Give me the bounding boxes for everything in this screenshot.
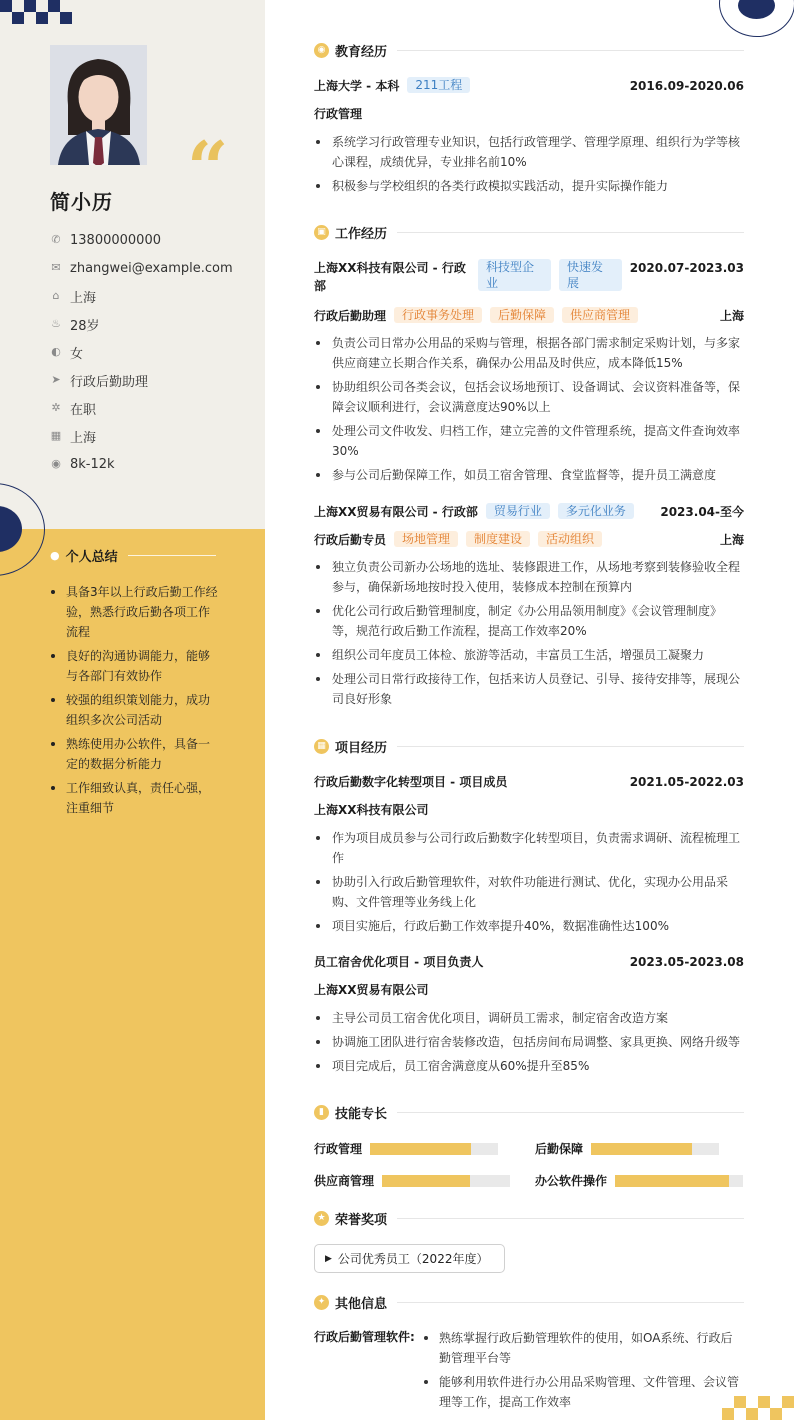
contact-info-list <box>50 226 233 478</box>
info-text: 13800000000 <box>70 232 161 248</box>
info-email <box>50 254 233 282</box>
education-list <box>314 132 744 200</box>
play-icon: ▶ <box>325 1253 332 1264</box>
skill-name: 供应商管理 <box>314 1174 375 1188</box>
list-item: 熟练使用办公软件，具备一定的数据分析能力 <box>50 734 218 774</box>
list-item: 协助引入行政后勤管理软件，对软件功能进行测试、优化，实现办公用品采购、文件管理等业务线上化 <box>314 872 744 912</box>
list-item: 负责公司日常办公用品的采购与管理，根据各部门需求制定采购计划，与多家供应商建立长期合作关系，确保办公用品及时供应，成本降低15% <box>314 333 744 373</box>
checker-pattern <box>722 1396 794 1420</box>
money-icon: ◉ <box>51 457 61 470</box>
cake-icon: ♨ <box>51 317 61 330</box>
skill-item <box>314 1140 498 1157</box>
project-date: 2021.05-2022.03 <box>629 775 744 789</box>
list-item: 优化公司行政后勤管理制度，制定《办公用品领用制度》《会议管理制度》等，规范行政后勤工作流程，提高工作效率20% <box>314 601 744 641</box>
list-item: 能够利用软件进行办公用品采购管理、文件管理、会议管理等工作，提高工作效率 <box>422 1372 744 1412</box>
mail-icon: ✉ <box>51 261 61 274</box>
skill-fill <box>615 1175 729 1187</box>
info-text: 上海 <box>70 430 97 446</box>
info-target-role <box>50 366 233 394</box>
summary-heading <box>50 546 216 565</box>
role-tag: 制度建设 <box>466 531 530 547</box>
list-item: 处理公司文件收发、归档工作，建立完善的文件管理系统，提高文件查询效率30% <box>314 421 744 461</box>
skill-bar <box>382 1175 510 1187</box>
project-name: 员工宿舍优化项目 - 项目负责人 <box>314 955 484 969</box>
divider <box>397 1112 744 1113</box>
project-list <box>314 828 744 940</box>
school-tag: 211工程 <box>407 77 470 93</box>
project-org-row <box>314 801 744 819</box>
major: 行政管理 <box>314 107 363 121</box>
role-row <box>314 307 744 325</box>
awards-heading <box>314 1209 744 1228</box>
info-salary <box>50 450 233 478</box>
gender-icon: ◐ <box>51 345 61 358</box>
skill-bar <box>615 1175 743 1187</box>
role-tag: 场地管理 <box>394 531 458 547</box>
job-duties-list <box>314 557 744 713</box>
job-date: 2023.04-至今 <box>660 505 744 519</box>
info-gender <box>50 338 233 366</box>
other-heading <box>314 1293 744 1312</box>
work-heading <box>314 223 744 242</box>
education-heading <box>314 41 744 60</box>
job-date: 2020.07-2023.03 <box>629 261 744 275</box>
home-icon: ⌂ <box>52 289 60 302</box>
list-item: 熟练掌握行政后勤管理软件的使用，如OA系统、行政后勤管理平台等 <box>422 1328 744 1368</box>
divider <box>128 555 216 556</box>
skill-bar <box>591 1143 719 1155</box>
job-role: 行政后勤专员 <box>314 533 387 547</box>
info-text: 8k-12k <box>70 456 115 472</box>
projects-heading <box>314 737 744 756</box>
quote-mark-icon: “ <box>187 125 229 210</box>
education-row <box>314 77 744 95</box>
project-icon: ▦ <box>314 739 329 754</box>
company-tag: 贸易行业 <box>486 503 550 519</box>
section-title: 其他信息 <box>335 1297 388 1312</box>
major-row <box>314 105 744 123</box>
job-city: 上海 <box>719 533 744 547</box>
skill-bar <box>370 1143 498 1155</box>
job-duties-list <box>314 333 744 489</box>
section-title: 项目经历 <box>335 741 388 756</box>
skill-fill <box>382 1175 470 1187</box>
list-item: 项目完成后，员工宿舍满意度从60%提升至85% <box>314 1056 744 1076</box>
school-name: 上海大学 - 本科 <box>314 79 400 93</box>
project-list <box>314 1008 744 1080</box>
skill-name: 行政管理 <box>314 1142 363 1156</box>
skill-name: 办公软件操作 <box>535 1174 608 1188</box>
chart-icon: ▮ <box>314 1105 329 1120</box>
info-icon: ✦ <box>314 1295 329 1310</box>
list-item: 具备3年以上行政后勤工作经验，熟悉行政后勤各项工作流程 <box>50 582 218 642</box>
info-text: 上海 <box>70 290 97 306</box>
building-icon: ▦ <box>50 429 62 442</box>
job-role: 行政后勤助理 <box>314 309 387 323</box>
project-name: 行政后勤数字化转型项目 - 项目成员 <box>314 775 508 789</box>
company-tag: 多元化业务 <box>558 503 634 519</box>
skills-heading <box>314 1103 744 1122</box>
skill-fill <box>370 1143 471 1155</box>
other-list <box>422 1328 744 1416</box>
role-row <box>314 531 744 549</box>
info-text: 行政后勤助理 <box>70 374 149 390</box>
company-name: 上海XX贸易有限公司 - 行政部 <box>314 505 478 519</box>
list-item: 作为项目成员参与公司行政后勤数字化转型项目，负责需求调研、流程梳理工作 <box>314 828 744 868</box>
checker-pattern <box>0 0 76 24</box>
info-text: 女 <box>70 346 84 362</box>
summary-title: 个人总结 <box>65 550 118 565</box>
job-row <box>314 259 744 295</box>
list-item: 组织公司年度员工体检、旅游等活动，丰富员工生活，增强员工凝聚力 <box>314 645 744 665</box>
company-tag: 快速发展 <box>559 259 622 291</box>
list-item: 协助组织公司各类会议，包括会议场地预订、设备调试、会议资料准备等，保障会议顺利进行，会议满意度达90%以上 <box>314 377 744 417</box>
company-tag: 科技型企业 <box>478 259 551 291</box>
list-item: 工作细致认真，责任心强，注重细节 <box>50 778 218 818</box>
info-status <box>50 394 233 422</box>
project-org: 上海XX科技有限公司 <box>314 803 429 817</box>
list-item: 协调施工团队进行宿舍装修改造，包括房间布局调整、家具更换、网络升级等 <box>314 1032 744 1052</box>
role-tag: 活动组织 <box>538 531 602 547</box>
divider <box>397 1302 744 1303</box>
list-item: 参与公司后勤保障工作，如员工宿舍管理、食堂监督等，提升员工满意度 <box>314 465 744 485</box>
list-item: 处理公司日常行政接待工作，包括来访人员登记、引导、接待安排等，展现公司良好形象 <box>314 669 744 709</box>
divider <box>397 50 744 51</box>
skill-item <box>535 1140 719 1157</box>
skill-item <box>314 1172 510 1189</box>
send-icon: ➤ <box>51 373 61 386</box>
project-row <box>314 953 744 971</box>
briefcase-icon: ▣ <box>314 225 329 240</box>
person-icon: ● <box>50 549 60 562</box>
status-icon: ✲ <box>51 401 61 414</box>
sidebar <box>0 0 265 1420</box>
medal-icon: ★ <box>314 1211 329 1226</box>
candidate-name: 简小历 <box>50 190 113 214</box>
divider <box>397 1218 744 1219</box>
summary-list <box>50 582 218 822</box>
role-tag: 行政事务处理 <box>394 307 482 323</box>
list-item: 项目实施后，行政后勤工作效率提升40%，数据准确性达100% <box>314 916 744 936</box>
skill-item <box>535 1172 743 1189</box>
skill-fill <box>591 1143 692 1155</box>
job-row <box>314 503 744 521</box>
info-text: 在职 <box>70 402 97 418</box>
education-date: 2016.09-2020.06 <box>629 79 744 93</box>
list-item: 良好的沟通协调能力，能够与各部门有效协作 <box>50 646 218 686</box>
divider <box>397 232 744 233</box>
section-title: 工作经历 <box>335 227 388 242</box>
info-location <box>50 282 233 310</box>
company-name: 上海XX科技有限公司 - 行政部 <box>314 261 466 293</box>
award-item[interactable] <box>314 1244 505 1273</box>
project-date: 2023.05-2023.08 <box>629 955 744 969</box>
role-tag: 后勤保障 <box>490 307 554 323</box>
list-item: 独立负责公司新办公场地的选址、装修跟进工作，从场地考察到装修验收全程参与，确保新场地按时投入使用，装修成本控制在预算内 <box>314 557 744 597</box>
section-title: 教育经历 <box>335 45 388 60</box>
list-item: 积极参与学校组织的各类行政模拟实践活动，提升实际操作能力 <box>314 176 744 196</box>
profile-photo <box>50 45 147 165</box>
list-item: 主导公司员工宿舍优化项目，调研员工需求，制定宿舍改造方案 <box>314 1008 744 1028</box>
section-title: 技能专长 <box>335 1107 388 1122</box>
section-title: 荣誉奖项 <box>335 1213 388 1228</box>
project-row <box>314 773 744 791</box>
info-text: zhangwei@example.com <box>70 260 233 276</box>
info-text: 28岁 <box>70 318 100 334</box>
list-item: 系统学习行政管理专业知识，包括行政管理学、管理学原理、组织行为学等核心课程，成绩优异，专业排名前10% <box>314 132 744 172</box>
info-age <box>50 310 233 338</box>
project-org-row <box>314 981 744 999</box>
award-label: 公司优秀员工（2022年度） <box>337 1252 489 1266</box>
job-city: 上海 <box>719 309 744 323</box>
info-target-city <box>50 422 233 450</box>
info-phone <box>50 226 233 254</box>
phone-icon: ✆ <box>51 233 61 246</box>
project-org: 上海XX贸易有限公司 <box>314 983 429 997</box>
skill-name: 后勤保障 <box>535 1142 584 1156</box>
list-item: 较强的组织策划能力，成功组织多次公司活动 <box>50 690 218 730</box>
education-icon: ◉ <box>314 43 329 58</box>
divider <box>397 746 744 747</box>
role-tag: 供应商管理 <box>562 307 638 323</box>
other-label: 行政后勤管理软件: <box>314 1330 415 1344</box>
